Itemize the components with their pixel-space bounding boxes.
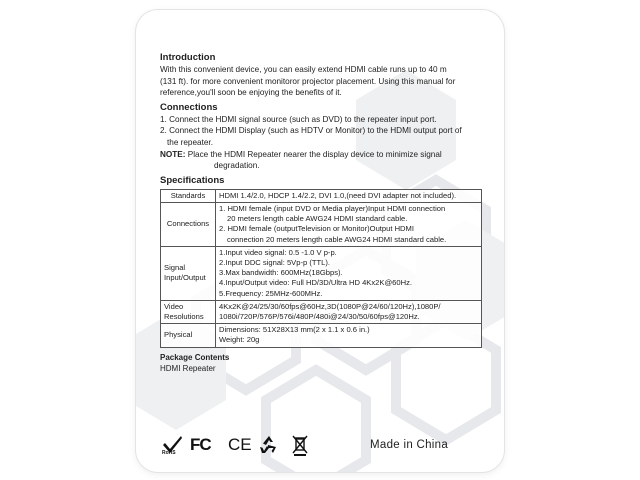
intro-line: (131 ft). for more convenient monitoror projector placement. Using this manual for <box>160 76 456 86</box>
spec-line: 2.Input DDC signal: 5Vp-p (TTL). <box>219 257 330 267</box>
recycle-icon <box>258 434 280 456</box>
spec-line: HDMI 1.4/2.0, HDCP 1.4/2.2, DVI 1.0,(need DVI adapter not included). <box>219 190 457 200</box>
spec-line: 2. HDMI female (outputTelevision or Monitor)Output HDMI <box>219 224 414 234</box>
rohs-icon <box>162 434 184 456</box>
note-label: NOTE: <box>160 149 186 159</box>
spec-line: 4Kx2K@24/25/30/60fps@60Hz,3D(1080P@24/60/120Hz),1080P/ <box>219 301 441 311</box>
spec-value <box>216 202 482 246</box>
manual-content <box>160 52 490 374</box>
connection-step: 1. Connect the HDMI signal source (such as DVD) to the repeater input port. <box>160 114 437 124</box>
spec-line: 20 meters length cable AWG24 HDMI standard cable. <box>227 214 408 224</box>
table-row <box>161 324 482 347</box>
connections-heading: Connections <box>160 101 218 113</box>
weee-bin-icon <box>290 434 310 456</box>
spec-label: Standards <box>161 189 216 202</box>
spec-line: 1080i/720P/576P/576i/480P/480i@24/30/50/60fps@120Hz. <box>219 311 420 321</box>
note <box>160 149 490 161</box>
table-row <box>161 300 482 323</box>
specifications-section <box>160 175 490 348</box>
spec-value <box>216 324 482 347</box>
made-in-china: Made in China <box>370 439 449 451</box>
package-item: HDMI Repeater <box>160 364 216 374</box>
table-row <box>161 189 482 202</box>
spec-label: Connections <box>161 202 216 246</box>
certification-footer <box>162 434 482 458</box>
spec-line: Weight: 20g <box>219 335 260 345</box>
intro-line: With this convenient device, you can easily extend HDMI cable runs up to 40 m <box>160 65 447 74</box>
intro-line: reference,you'll soon be enjoying the benefits of it. <box>160 88 342 98</box>
connections-section <box>160 102 490 172</box>
manual-card <box>136 10 504 472</box>
fc-icon: FC <box>190 435 211 454</box>
spec-label: Video Resolutions <box>161 300 216 323</box>
connection-step: 2. Connect the HDMI Display (such as HDTV or Monitor) to the HDMI output port of <box>160 126 462 136</box>
spec-line: 5.Frequency: 25MHz-600MHz. <box>219 288 323 298</box>
spec-value <box>216 246 482 300</box>
connection-step-continued: the repeater. <box>167 137 213 147</box>
note-text: Place the HDMI Repeater nearer the display device to minimize signal <box>185 149 442 159</box>
spec-label: Physical <box>161 324 216 347</box>
spec-line: 1. HDMI female (input DVD or Media player)Input HDMI connection <box>219 203 446 213</box>
note-text-continued: degradation. <box>214 161 260 171</box>
spec-value <box>216 189 482 202</box>
spec-line: 4.Input/Output video: Full HD/3D/Ultra HD 4Kx2K@60Hz. <box>219 278 412 288</box>
rohs-label: RoHS <box>162 450 176 456</box>
spec-line: connection 20 meters length cable AWG24 HDMI standard cable. <box>227 234 447 244</box>
table-row <box>161 246 482 300</box>
introduction-heading: Introduction <box>160 52 216 63</box>
spec-line: 3.Max bandwidth: 600MHz(18Gbps). <box>219 268 343 278</box>
spec-value <box>216 300 482 323</box>
package-contents-section <box>160 352 490 375</box>
specifications-table <box>160 189 482 348</box>
specifications-heading: Specifications <box>160 174 225 186</box>
spec-line: Dimensions: 51X28X13 mm(2 x 1.1 x 0.6 in.) <box>219 325 370 335</box>
package-contents-heading: Package Contents <box>160 352 230 362</box>
table-row <box>161 202 482 246</box>
introduction-section <box>160 52 490 99</box>
spec-line: 1.Input video signal: 0.5 -1.0 V p-p. <box>219 247 337 257</box>
ce-icon: CE <box>228 435 252 454</box>
spec-label: Signal Input/Output <box>161 246 216 300</box>
